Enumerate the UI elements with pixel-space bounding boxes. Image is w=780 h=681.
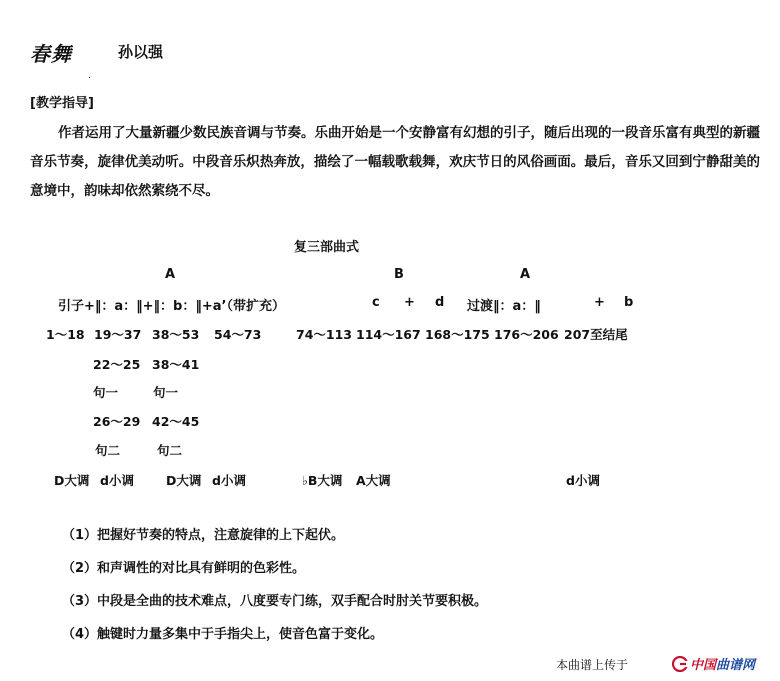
sub-bar-range-1b: 38～41 [152,357,200,372]
key-label-1: D大调 [54,473,90,488]
structure-left: 引子+‖：a：‖+‖：b：‖+a’（带扩充） [58,299,285,314]
logo-text [690,654,755,673]
structure-plus-1: + [404,295,415,310]
key-label-3: D大调 [166,473,202,488]
structure-plus-2: + [594,295,605,310]
phrase-label-1b: 句一 [153,385,179,400]
intro-text: 作者运用了大量新疆少数民族音调与节奏。乐曲开始是一个安静富有幻想的引子，随后出现的一段音乐富有典型的新疆音乐节奏，旋律优美动听。中段音乐炽热奔放，描绘了一幅载歌载舞，欢庆节日的风俗画面。最后，音乐又回到宁静甜美的意境中，韵味却依然萦绕不尽。 [30,125,760,199]
bar-range-8: 176～206 [494,327,559,342]
part-label-a2: A [520,267,531,282]
phrase-label-2b: 句二 [157,443,183,458]
tip-item-3: （3）中段是全曲的技术难点，八度要专门练，双手配合时肘关节要积极。 [62,594,488,609]
author-name: 孙以强 [118,43,164,61]
tip-item-1: （1）把握好节奏的特点，注意旋律的上下起伏。 [62,528,345,543]
sub-bar-range-2a: 26～29 [93,414,141,429]
form-title: 复三部曲式 [294,240,360,255]
page-title: 春舞 [30,42,72,66]
stray-dot: . [88,70,92,81]
tips-list [62,526,487,658]
phrase-label-1a: 句一 [93,385,119,400]
key-label-2: d小调 [100,473,134,488]
section-heading: [教学指导] [30,96,94,111]
site-logo[interactable] [672,654,755,673]
key-label-6: A大调 [356,473,391,488]
bar-range-7: 168～175 [425,327,490,342]
part-label-b: B [394,267,404,282]
tip-item-4: （4）触键时力量多集中于手指尖上，使音色富于变化。 [62,627,384,642]
intro-paragraph [30,119,760,206]
key-label-7: d小调 [566,473,600,488]
tip-item-2: （2）和声调性的对比具有鲜明的色彩性。 [62,561,306,576]
bar-range-9: 207至结尾 [564,327,628,342]
footer-uploaded-text: 本曲谱上传于 [556,658,629,672]
structure-b: b [624,295,634,310]
ce-logo-icon [672,656,688,672]
structure-c: c [372,295,380,310]
bar-range-5: 74～113 [296,327,352,342]
structure-d: d [435,295,445,310]
bar-range-2: 19～37 [94,327,142,342]
bar-range-1: 1～18 [46,327,85,342]
structure-transition: 过渡‖：a：‖ [467,299,541,314]
sub-bar-range-2b: 42～45 [152,414,200,429]
bar-range-3: 38～53 [152,327,200,342]
key-label-5: ♭B大调 [302,473,343,488]
logo-text-part2: 曲谱网 [716,658,756,673]
bar-range-6: 114～167 [356,327,421,342]
phrase-label-2a: 句二 [95,443,121,458]
part-label-a1: A [165,267,176,282]
sub-bar-range-1a: 22～25 [93,357,141,372]
logo-text-part1: 中国 [690,658,717,673]
key-label-4: d小调 [212,473,246,488]
bar-range-4: 54～73 [214,327,262,342]
